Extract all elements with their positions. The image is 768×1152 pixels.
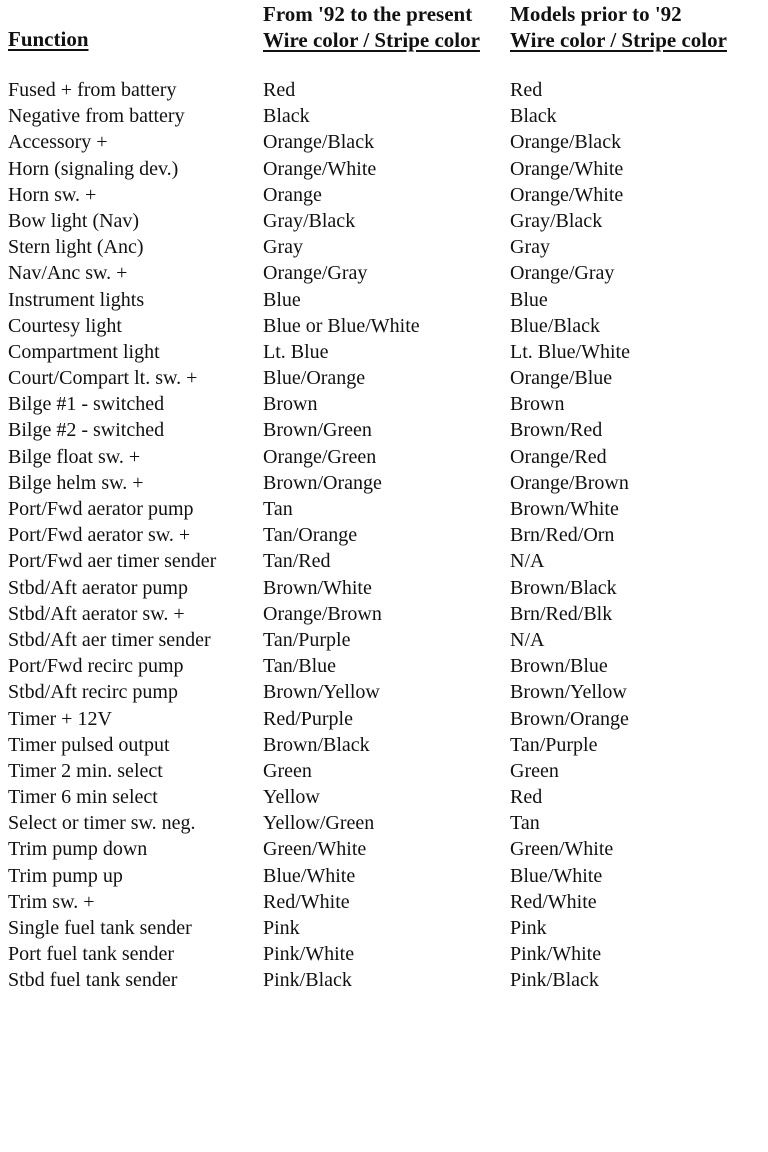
function-cell: Port/Fwd aerator sw. +: [8, 524, 191, 547]
table-row: [0, 810, 768, 836]
old-color-cell: N/A: [510, 550, 545, 573]
old-color-cell: Green/White: [510, 838, 614, 861]
new-color-cell: Tan/Red: [263, 550, 331, 573]
new-color-cell: Blue: [263, 288, 301, 311]
table-row: [0, 941, 768, 967]
table-header: [0, 0, 768, 60]
table-row: [0, 287, 768, 313]
new-color-cell: Red: [263, 79, 296, 101]
old-color-cell: Brown/Black: [510, 576, 617, 599]
table-row: [0, 679, 768, 705]
old-color-cell: Blue/White: [510, 864, 603, 887]
old-color-cell: Brown/Yellow: [510, 681, 627, 704]
function-cell: Stbd/Aft aerator sw. +: [8, 602, 185, 625]
function-cell: Stern light (Anc): [8, 236, 144, 259]
function-cell: Bilge helm sw. +: [8, 471, 144, 494]
new-color-cell: Yellow: [263, 786, 320, 809]
function-cell: Bow light (Nav): [8, 209, 140, 232]
old-color-cell: Tan/Purple: [510, 733, 598, 756]
table-row: [0, 313, 768, 339]
old-color-cell: Brn/Red/Orn: [510, 524, 615, 547]
function-cell: Trim pump up: [8, 864, 123, 887]
table-row: [0, 548, 768, 574]
table-row: [0, 915, 768, 941]
function-cell: Bilge #1 - switched: [8, 393, 165, 416]
table-row: [0, 863, 768, 889]
table-row: [0, 732, 768, 758]
new-color-cell: Orange/Green: [263, 445, 377, 468]
table-row: [0, 339, 768, 365]
new-color-cell: Brown/Orange: [263, 471, 382, 494]
old-color-cell: Orange/Blue: [510, 367, 613, 390]
new-color-cell: Tan/Purple: [263, 628, 351, 651]
table-row: [0, 784, 768, 810]
function-cell: Stbd fuel tank sender: [8, 969, 178, 992]
new-models-header-title: From '92 to the present: [263, 2, 473, 26]
new-color-cell: Blue/Orange: [263, 367, 366, 390]
old-color-cell: Brown/Red: [510, 419, 603, 442]
function-cell: Port/Fwd recirc pump: [8, 655, 184, 678]
new-color-cell: Black: [263, 105, 310, 128]
old-color-cell: Black: [510, 105, 557, 128]
old-color-cell: Orange/Red: [510, 445, 607, 468]
function-cell: Stbd/Aft aerator pump: [8, 576, 188, 599]
function-cell: Horn (signaling dev.): [8, 157, 179, 180]
new-color-cell: Tan/Orange: [263, 524, 358, 547]
new-color-cell: Brown/White: [263, 576, 372, 599]
function-cell: Bilge float sw. +: [8, 445, 141, 468]
new-color-cell: Blue or Blue/White: [263, 314, 420, 337]
function-cell: Negative from battery: [8, 105, 185, 128]
table-row: [0, 365, 768, 391]
function-cell: Accessory +: [8, 131, 108, 154]
new-color-cell: Tan: [263, 498, 293, 520]
table-row: [0, 77, 768, 103]
table-row: [0, 103, 768, 129]
new-color-cell: Brown/Green: [263, 419, 372, 442]
table-row: [0, 156, 768, 182]
old-color-cell: Orange/White: [510, 157, 624, 180]
function-cell: Courtesy light: [8, 314, 122, 337]
function-cell: Trim sw. +: [8, 890, 95, 913]
new-color-cell: Brown/Black: [263, 733, 370, 756]
old-color-cell: Red: [510, 786, 543, 809]
function-cell: Select or timer sw. neg.: [8, 812, 196, 835]
new-color-cell: Red/Purple: [263, 707, 353, 730]
old-color-cell: Pink/White: [510, 943, 602, 966]
old-color-cell: Pink: [510, 917, 547, 939]
function-cell: Court/Compart lt. sw. +: [8, 367, 198, 390]
function-cell: Single fuel tank sender: [8, 917, 192, 939]
old-color-cell: Gray/Black: [510, 209, 603, 232]
old-color-cell: Brown/Orange: [510, 707, 629, 730]
function-cell: Port/Fwd aerator pump: [8, 498, 194, 520]
table-row: [0, 522, 768, 548]
old-color-cell: Brown/Blue: [510, 655, 608, 678]
new-color-cell: Yellow/Green: [263, 812, 375, 835]
function-column-header: Function: [8, 27, 89, 51]
old-color-cell: Brown: [510, 393, 565, 416]
old-color-cell: Blue: [510, 288, 548, 311]
table-row: [0, 967, 768, 993]
wire-color-table-body: [0, 77, 768, 994]
old-color-cell: Red: [510, 79, 543, 101]
new-color-cell: Red/White: [263, 890, 350, 913]
table-row: [0, 234, 768, 260]
table-row: [0, 470, 768, 496]
new-color-cell: Green: [263, 759, 312, 782]
table-row: [0, 208, 768, 234]
table-row: [0, 444, 768, 470]
old-color-cell: Pink/Black: [510, 969, 599, 992]
function-cell: Timer + 12V: [8, 707, 112, 730]
new-color-cell: Pink/White: [263, 943, 355, 966]
old-color-cell: Orange/Black: [510, 131, 622, 154]
new-color-cell: Pink: [263, 917, 300, 939]
table-row: [0, 653, 768, 679]
table-row: [0, 129, 768, 155]
new-color-cell: Orange/Gray: [263, 262, 368, 285]
new-color-cell: Gray: [263, 236, 303, 259]
new-color-cell: Lt. Blue: [263, 340, 329, 363]
table-row: [0, 496, 768, 522]
function-cell: Horn sw. +: [8, 183, 97, 206]
old-color-cell: Green: [510, 759, 559, 782]
new-models-column-header: [263, 1, 480, 53]
function-cell: Port/Fwd aer timer sender: [8, 550, 217, 573]
table-row: [0, 601, 768, 627]
old-models-header-title: Models prior to '92: [510, 2, 682, 26]
new-color-cell: Brown/Yellow: [263, 681, 380, 704]
new-color-cell: Green/White: [263, 838, 367, 861]
table-row: [0, 260, 768, 286]
function-cell: Stbd/Aft recirc pump: [8, 681, 178, 704]
new-color-cell: Orange: [263, 183, 322, 206]
old-color-cell: Brn/Red/Blk: [510, 602, 613, 625]
table-row: [0, 706, 768, 732]
function-cell: Port fuel tank sender: [8, 943, 175, 966]
old-color-cell: Red/White: [510, 890, 597, 913]
function-cell: Timer pulsed output: [8, 733, 170, 756]
function-cell: Bilge #2 - switched: [8, 419, 165, 442]
function-cell: Stbd/Aft aer timer sender: [8, 628, 211, 651]
old-color-cell: Gray: [510, 236, 550, 259]
table-row: [0, 836, 768, 862]
new-color-cell: Blue/White: [263, 864, 356, 887]
old-color-cell: Lt. Blue/White: [510, 340, 630, 363]
table-row: [0, 417, 768, 443]
function-cell: Compartment light: [8, 340, 160, 363]
new-color-cell: Brown: [263, 393, 318, 416]
old-models-column-header: [510, 1, 727, 53]
table-row: [0, 627, 768, 653]
new-color-cell: Orange/White: [263, 157, 377, 180]
table-row: [0, 758, 768, 784]
old-models-header-subtitle: Wire color / Stripe color: [510, 28, 727, 52]
new-color-cell: Orange/Brown: [263, 602, 382, 625]
old-color-cell: Tan: [510, 812, 540, 835]
old-color-cell: Blue/Black: [510, 314, 600, 337]
table-row: [0, 391, 768, 417]
function-cell: Trim pump down: [8, 838, 148, 861]
old-color-cell: Orange/White: [510, 183, 624, 206]
function-cell: Fused + from battery: [8, 79, 177, 101]
old-color-cell: Orange/Gray: [510, 262, 615, 285]
table-row: [0, 889, 768, 915]
new-color-cell: Pink/Black: [263, 969, 352, 992]
old-color-cell: N/A: [510, 628, 545, 651]
function-cell: Timer 6 min select: [8, 786, 158, 809]
function-cell: Instrument lights: [8, 288, 145, 311]
new-models-header-subtitle: Wire color / Stripe color: [263, 28, 480, 52]
new-color-cell: Gray/Black: [263, 209, 356, 232]
table-row: [0, 575, 768, 601]
function-cell: Nav/Anc sw. +: [8, 262, 128, 285]
old-color-cell: Orange/Brown: [510, 471, 629, 494]
function-cell: Timer 2 min. select: [8, 759, 163, 782]
old-color-cell: Brown/White: [510, 498, 619, 520]
new-color-cell: Tan/Blue: [263, 655, 337, 678]
new-color-cell: Orange/Black: [263, 131, 375, 154]
table-row: [0, 182, 768, 208]
